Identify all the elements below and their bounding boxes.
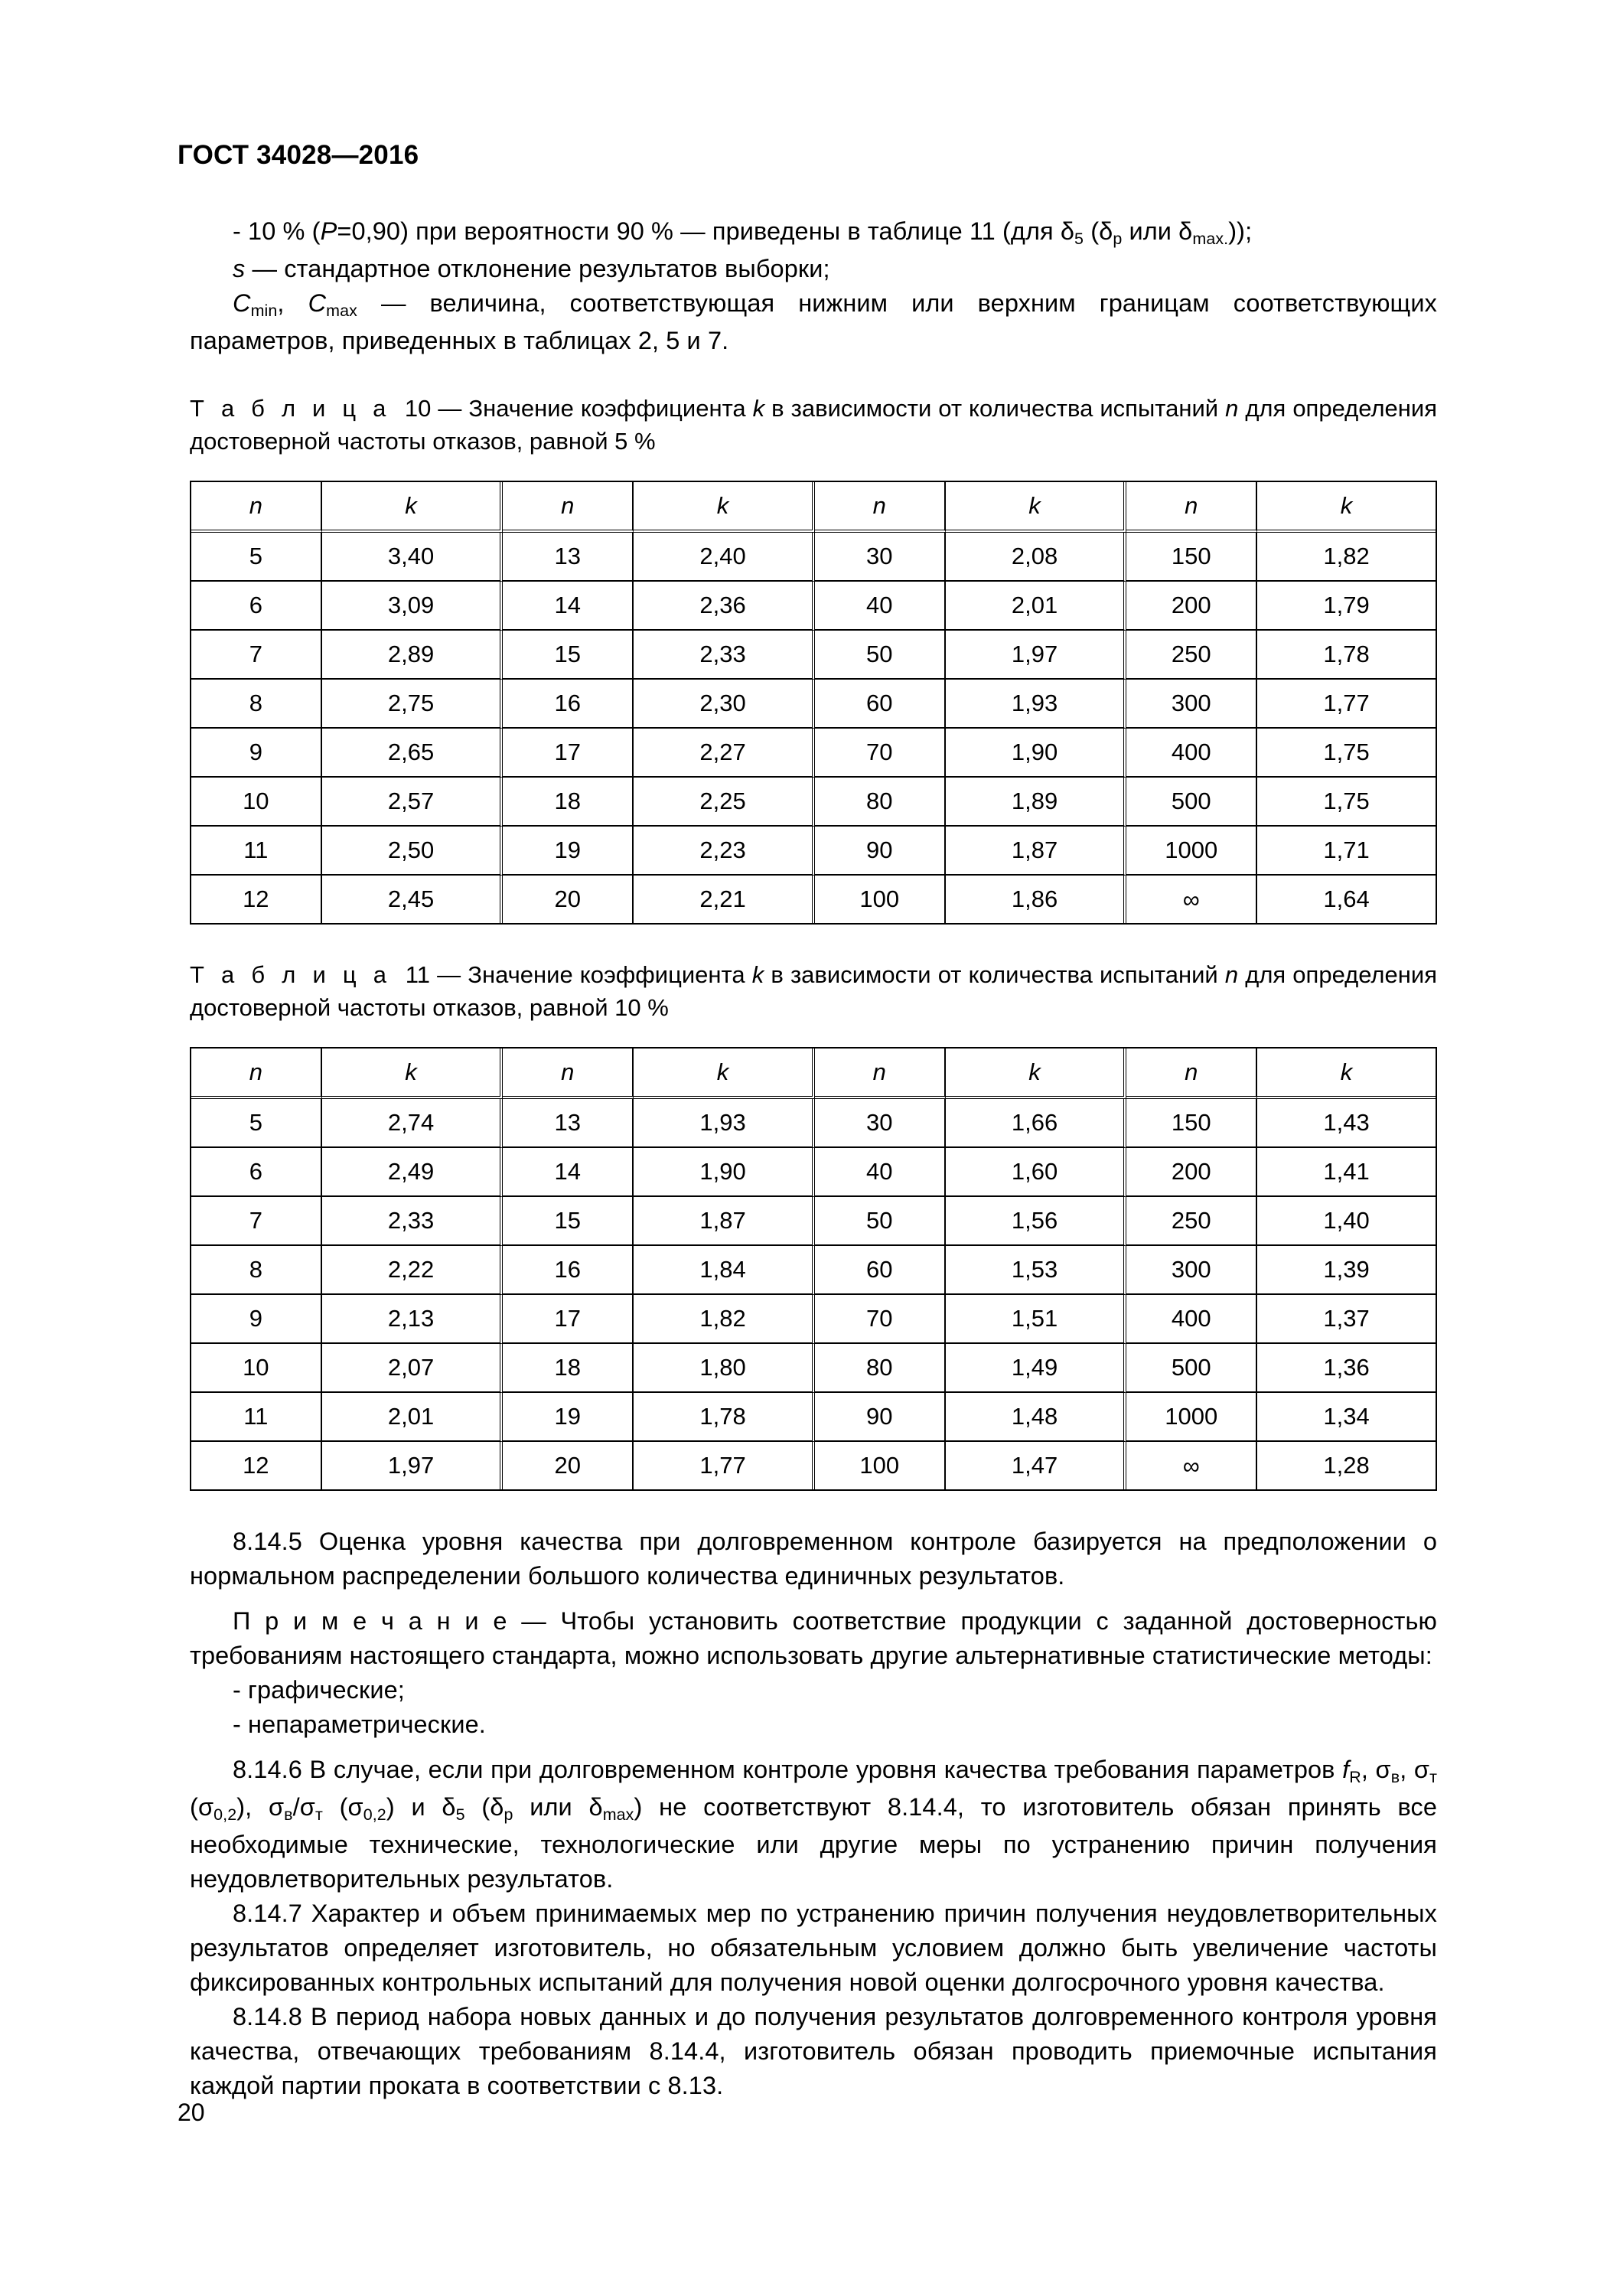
symbol-f: f [1342, 1756, 1350, 1783]
sep-8: или [513, 1793, 589, 1821]
intro-line1-mid2: (δ [1084, 217, 1113, 245]
table-10-col-header-n1: n [191, 482, 322, 533]
cell-k: 1,43 [1257, 1099, 1436, 1148]
table-11-header-row [191, 1049, 1436, 1099]
cell-n: 16 [503, 1246, 634, 1295]
table-10 [190, 481, 1437, 925]
cell-k: 2,25 [634, 778, 815, 827]
cell-n: 300 [1126, 680, 1257, 729]
intro-line3-comma: , [277, 289, 308, 317]
cell-n: 9 [191, 729, 322, 778]
cell-n: 100 [815, 1442, 946, 1489]
table-row [191, 533, 1436, 582]
symbol-sigma-v-2: σ [268, 1793, 285, 1821]
symbol-n-t11: n [1224, 961, 1239, 988]
cell-k: 2,65 [322, 729, 504, 778]
table-row [191, 1295, 1436, 1344]
clause-8-14-6-part3: не соответствуют 8.14.4, то изготовитель обязан принять все необходимые технические, технологические или другие меры по устранению причин получения неудовлетворительных результатов. [190, 1793, 1438, 1893]
subscript-02: 0,2 [213, 1805, 237, 1824]
table-11-body [191, 1099, 1436, 1489]
table-11 [190, 1047, 1437, 1491]
cell-k: 1,34 [1257, 1393, 1436, 1442]
cell-k: 1,78 [634, 1393, 815, 1442]
table-11-caption-label: Т а б л и ц а [190, 961, 392, 988]
intro-line1-suffix: )); [1228, 217, 1253, 245]
note-label: П р и м е ч а н и е [233, 1607, 507, 1635]
table-10-col-header-n4: n [1126, 482, 1257, 533]
cell-k: 1,28 [1323, 1452, 1370, 1479]
cell-n: 30 [815, 1099, 946, 1148]
table-10-col-header-n3: n [815, 482, 946, 533]
cell-k: 1,37 [1257, 1295, 1436, 1344]
cell-n: 50 [815, 1197, 946, 1246]
table-row [191, 1246, 1436, 1295]
table-10-caption-text-b: в зависимости от количества испытаний [764, 395, 1226, 422]
cell-k: 1,77 [634, 1442, 815, 1489]
cell-k: 1,93 [946, 680, 1127, 729]
table-10-col-header-k2: k [634, 482, 815, 533]
cell-k: 2,36 [634, 582, 815, 631]
table-11-col-header-n2: n [503, 1049, 634, 1099]
cell-n: 90 [815, 827, 946, 876]
clause-8-14-6 [190, 1753, 1437, 1896]
table-row [191, 1442, 1436, 1489]
table-11-col-header-k2: k [634, 1049, 815, 1099]
table-10-col-header-k4: k [1257, 482, 1436, 533]
subscript-t-2: т [314, 1805, 323, 1824]
cell-k: 1,97 [946, 631, 1127, 680]
cell-n: 100 [815, 876, 946, 923]
cell-k: 1,97 [322, 1442, 504, 1489]
cell-n: 70 [815, 729, 946, 778]
table-10-header-row [191, 482, 1436, 533]
cell-n: 14 [503, 582, 634, 631]
cell-n: 300 [1126, 1246, 1257, 1295]
cell-n: 1000 [1126, 1393, 1257, 1442]
table-row [191, 729, 1436, 778]
cell-n: 6 [191, 1148, 322, 1197]
cell-k: 1,39 [1257, 1246, 1436, 1295]
page-number: 20 [178, 2099, 205, 2126]
cell-k: 1,56 [946, 1197, 1127, 1246]
sep-2: ( [190, 1793, 198, 1821]
cell-n: 20 [503, 876, 634, 923]
symbol-Cmax: C [308, 289, 327, 317]
cell-n: 200 [1126, 582, 1257, 631]
symbol-n-t10: n [1225, 395, 1239, 422]
symbol-s: s [233, 255, 246, 282]
cell-n: 5 [191, 533, 322, 582]
cell-n: 7 [191, 631, 322, 680]
table-10-caption-text-c: для определения достоверной частоты отказов, равной 5 % [190, 395, 1437, 455]
cell-k: 2,22 [322, 1246, 504, 1295]
table-11-caption-text-b: в зависимости от количества испытаний [764, 961, 1225, 988]
cell-k: 1,71 [1257, 827, 1436, 876]
cell-k: 1,77 [1257, 680, 1436, 729]
table-10-caption [190, 392, 1437, 458]
table-10-caption-number: 10 [404, 395, 432, 422]
subscript-max-3: max [602, 1805, 634, 1824]
cell-n: 13 [503, 533, 634, 582]
subscript-v-2: в [284, 1805, 293, 1824]
table-10-col-header-k1: k [322, 482, 504, 533]
cell-k: 1,78 [1257, 631, 1436, 680]
table-11-col-header-n1: n [191, 1049, 322, 1099]
cell-n: 17 [503, 1295, 634, 1344]
cell-n: 20 [503, 1442, 634, 1489]
cell-k: 1,47 [946, 1442, 1127, 1489]
symbol-delta-5: δ [442, 1793, 456, 1821]
cell-k: 2,74 [322, 1099, 504, 1148]
cell-k: 2,01 [322, 1393, 504, 1442]
cell-n: 15 [503, 1197, 634, 1246]
symbol-sigma-02: σ [197, 1793, 214, 1821]
cell-k: 1,48 [946, 1393, 1127, 1442]
table-row [191, 582, 1436, 631]
cell-k: 1,90 [634, 1148, 815, 1197]
cell-n: 7 [191, 1197, 322, 1246]
cell-k: 2,45 [322, 876, 504, 923]
cell-n: 13 [503, 1099, 634, 1148]
symbol-delta-p: δ [490, 1793, 504, 1821]
intro-line-1 [190, 214, 1437, 252]
cell-k: 2,49 [322, 1148, 504, 1197]
clause-8-14-6-part1: 8.14.6 В случае, если при долговременном контроле уровня качества требования параметров [233, 1756, 1343, 1783]
cell-n: 60 [815, 680, 946, 729]
cell-n: 200 [1126, 1148, 1257, 1197]
cell-k: 1,93 [634, 1099, 815, 1148]
cell-n: 40 [815, 582, 946, 631]
table-11-col-header-k4: k [1257, 1049, 1436, 1099]
sep-5: ( [322, 1793, 348, 1821]
cell-n: 1000 [1126, 827, 1257, 876]
table-row [191, 1393, 1436, 1442]
symbol-P: P [320, 217, 337, 245]
table-11-col-header-k3: k [946, 1049, 1127, 1099]
cell-n: 15 [503, 631, 634, 680]
cell-n: 8 [191, 1246, 322, 1295]
sep-9: ) [634, 1793, 643, 1821]
cell-n: 14 [503, 1148, 634, 1197]
table-row [191, 631, 1436, 680]
table-row [191, 827, 1436, 876]
cell-k: 1,90 [946, 729, 1127, 778]
cell-k: 1,75 [1257, 729, 1436, 778]
sep-4: / [292, 1793, 300, 1821]
note-item-1: - графические; [233, 1676, 405, 1704]
table-row [191, 680, 1436, 729]
symbol-k-t11: k [751, 961, 764, 988]
symbol-sigma-02-2: σ [347, 1793, 363, 1821]
subscript-5-2: 5 [455, 1805, 465, 1824]
table-10-caption-label: Т а б л и ц а [190, 395, 391, 422]
cell-n: 18 [503, 778, 634, 827]
cell-k: 1,89 [946, 778, 1127, 827]
cell-n: 250 [1126, 1197, 1257, 1246]
cell-k: 2,08 [946, 533, 1127, 582]
table-10-body [191, 533, 1436, 923]
cell-n: 80 [815, 1344, 946, 1393]
intro-line1-mid3: или δ [1122, 217, 1193, 245]
table-11-col-header-n3: n [815, 1049, 946, 1099]
intro-line2-text: — стандартное отклонение результатов выборки; [245, 255, 830, 282]
cell-n: 70 [815, 1295, 946, 1344]
cell-n: 250 [1126, 631, 1257, 680]
cell-k: 2,01 [946, 582, 1127, 631]
symbol-sigma-t: σ [1413, 1756, 1430, 1783]
clause-8-14-8: 8.14.8 В период набора новых данных и до получения результатов долговременного контроля уровня качества, отвечающих требованиям 8.14.4, изготовитель обязан проводить приемочные испытания каждой партии проката в соответствии с 8.13. [190, 2003, 1437, 2099]
note-text: — Чтобы установить соответствие продукции с заданной достоверностью требованиям настоящего стандарта, можно использовать другие альтернативные статистические методы: [190, 1607, 1438, 1669]
cell-k: 1,79 [1257, 582, 1436, 631]
cell-k: 2,27 [634, 729, 815, 778]
cell-n: 18 [503, 1344, 634, 1393]
clause-8-14-6-part2: , [1361, 1756, 1376, 1783]
subscript-p: p [1113, 229, 1123, 248]
table-row [191, 1148, 1436, 1197]
cell-k: 1,64 [1323, 885, 1370, 912]
cell-k: 2,13 [322, 1295, 504, 1344]
cell-k: 1,82 [1257, 533, 1436, 582]
cell-k: 1,40 [1257, 1197, 1436, 1246]
sep-3: ), [236, 1793, 269, 1821]
table-row [191, 1344, 1436, 1393]
cell-n: 17 [503, 729, 634, 778]
symbol-delta-max: δ [588, 1793, 603, 1821]
cell-k: 2,07 [322, 1344, 504, 1393]
table-row [191, 1099, 1436, 1148]
cell-n: 50 [815, 631, 946, 680]
page-content [190, 214, 1437, 2103]
cell-n: 11 [191, 1393, 322, 1442]
symbol-k-t10: k [752, 395, 765, 422]
intro-line3-text: — величина, соответствующая нижним или верхним границам соответствующих параметров, приведенных в таблицах 2, 5 и 7. [190, 289, 1437, 354]
cell-k: 2,75 [322, 680, 504, 729]
table-row [191, 1197, 1436, 1246]
cell-k: 1,51 [946, 1295, 1127, 1344]
page-header-standard-number: ГОСТ 34028—2016 [178, 140, 419, 170]
cell-n: 11 [191, 827, 322, 876]
symbol-Cmin: C [233, 289, 251, 317]
table-11-caption [190, 958, 1437, 1024]
cell-n: 19 [503, 1393, 634, 1442]
cell-n-infinity: ∞ [1126, 1442, 1257, 1489]
subscript-02-2: 0,2 [363, 1805, 386, 1824]
intro-line1-prefix: - 10 % ( [233, 217, 321, 245]
cell-k: 2,33 [634, 631, 815, 680]
cell-k: 2,50 [322, 827, 504, 876]
note-block [190, 1604, 1437, 1673]
subscript-p-2: p [504, 1805, 513, 1824]
subscript-v: в [1390, 1767, 1400, 1786]
clause-8-14-5: 8.14.5 Оценка уровня качества при долговременном контроле базируется на предположении о нормальном распределении большого количества единичных результатов. [190, 1528, 1437, 1590]
cell-k: 2,33 [322, 1197, 504, 1246]
cell-n: 80 [815, 778, 946, 827]
cell-k: 2,57 [322, 778, 504, 827]
intro-line-3 [190, 286, 1437, 358]
sep-6: ) и [386, 1793, 442, 1821]
table-10-caption-text-a: — Значение коэффициента [431, 395, 753, 422]
cell-n: 30 [815, 533, 946, 582]
table-11-col-header-n4: n [1126, 1049, 1257, 1099]
cell-k: 2,23 [634, 827, 815, 876]
cell-n: 40 [815, 1148, 946, 1197]
table-11-caption-text-c: для определения достоверной частоты отказов, равной 10 % [190, 961, 1437, 1021]
cell-n: 10 [191, 1344, 322, 1393]
cell-k: 1,41 [1257, 1148, 1436, 1197]
cell-k: 1,82 [634, 1295, 815, 1344]
symbol-sigma-v: σ [1375, 1756, 1391, 1783]
cell-k: 1,84 [634, 1246, 815, 1295]
cell-k: 3,09 [322, 582, 504, 631]
cell-n: 500 [1126, 778, 1257, 827]
cell-n: 500 [1126, 1344, 1257, 1393]
cell-k: 1,80 [634, 1344, 815, 1393]
cell-k: 1,60 [946, 1148, 1127, 1197]
sep-7: ( [464, 1793, 490, 1821]
intro-line-2 [190, 252, 1437, 286]
cell-n: 400 [1126, 729, 1257, 778]
cell-n: 60 [815, 1246, 946, 1295]
cell-n: 19 [503, 827, 634, 876]
cell-k: 1,86 [946, 876, 1127, 923]
cell-n: 150 [1126, 533, 1257, 582]
cell-k: 1,49 [946, 1344, 1127, 1393]
cell-k: 1,75 [1257, 778, 1436, 827]
subscript-max-2: max [326, 301, 357, 320]
cell-n: 5 [191, 1099, 322, 1148]
cell-k: 1,87 [634, 1197, 815, 1246]
table-row [191, 876, 1436, 923]
cell-k: 3,40 [322, 533, 504, 582]
clause-8-14-7: 8.14.7 Характер и объем принимаемых мер по устранению причин получения неудовлетворительных результатов определяет изготовитель, но обязательным условием должно быть увеличение частоты фиксированных контрольных испытаний для получения новой оценки долгосрочного уровня качества. [190, 1900, 1437, 1996]
cell-k: 2,21 [634, 876, 815, 923]
cell-k: 2,40 [634, 533, 815, 582]
table-10-col-header-k3: k [946, 482, 1127, 533]
subscript-R: R [1349, 1767, 1361, 1786]
intro-line1-mid: =0,90) при вероятности 90 % — приведены в таблице 11 (для δ [337, 217, 1075, 245]
cell-n: 9 [191, 1295, 322, 1344]
table-11-caption-number: 11 [405, 961, 430, 988]
cell-n: 16 [503, 680, 634, 729]
cell-k: 1,36 [1257, 1344, 1436, 1393]
table-row [191, 778, 1436, 827]
subscript-t: т [1429, 1767, 1438, 1786]
cell-k: 1,66 [946, 1099, 1127, 1148]
table-10-col-header-n2: n [503, 482, 634, 533]
subscript-max: max. [1192, 229, 1229, 248]
cell-k: 2,89 [322, 631, 504, 680]
symbol-sigma-t-2: σ [299, 1793, 315, 1821]
cell-n: 8 [191, 680, 322, 729]
cell-n-infinity: ∞ [1126, 876, 1257, 923]
cell-k: 2,30 [634, 680, 815, 729]
cell-n: 6 [191, 582, 322, 631]
note-item-2: - непараметрические. [233, 1711, 486, 1738]
cell-n: 400 [1126, 1295, 1257, 1344]
cell-n: 12 [191, 876, 322, 923]
cell-n: 10 [191, 778, 322, 827]
cell-n: 90 [815, 1393, 946, 1442]
table-11-caption-text-a: — Значение коэффициента [429, 961, 752, 988]
table-11-col-header-k1: k [322, 1049, 504, 1099]
cell-k: 1,87 [946, 827, 1127, 876]
cell-n: 150 [1126, 1099, 1257, 1148]
subscript-5: 5 [1074, 229, 1084, 248]
sep-1: , [1400, 1756, 1414, 1783]
subscript-min: min [250, 301, 278, 320]
cell-n: 12 [191, 1442, 322, 1489]
cell-k: 1,53 [946, 1246, 1127, 1295]
